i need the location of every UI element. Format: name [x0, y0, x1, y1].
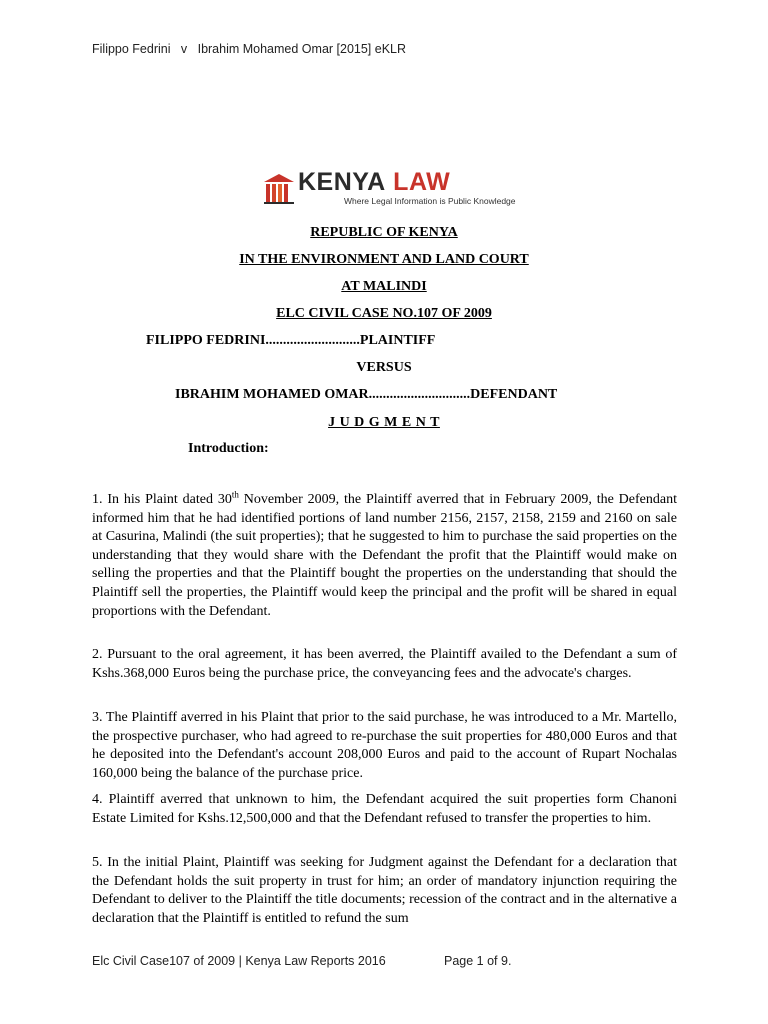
- ordinal-suffix: th: [231, 489, 239, 500]
- judgment-heading: J U D G M E N T: [328, 415, 440, 430]
- introduction-heading: Introduction:: [188, 441, 269, 456]
- paragraph-2: 2. Pursuant to the oral agreement, it has been averred, the Plaintiff availed to the Defendant a sum of Kshs.368,000 Euros being the purchase price, the conveyancing fees and the advocate's charges.: [92, 647, 677, 681]
- paragraph-4: 4. Plaintiff averred that unknown to him, the Defendant acquired the suit properties form Chanoni Estate Limited for Kshs.12,500,000 and that the Defendant refused to transfer the properties to him.: [92, 792, 677, 826]
- paragraph-3: 3. The Plaintiff averred in his Plaint that prior to the said purchase, he was introduced to a Mr. Martello, the prospective purchaser, who had agreed to re-purchase the suit properties for 480,000 Euros and that he deposited into the Defendant's account 208,000 Euros and paid to the account of Rupart Nochalas 160,000 being the balance of the purchase price.: [92, 710, 677, 781]
- case-number-heading: ELC CIVIL CASE NO.107 OF 2009: [276, 306, 492, 321]
- republic-heading: REPUBLIC OF KENYA: [310, 225, 458, 240]
- footer-page-number: Page 1 of 9.: [444, 954, 512, 968]
- running-header-title: Filippo Fedrini v Ibrahim Mohamed Omar [2015] eKLR: [92, 42, 407, 56]
- footer-case-reference: Elc Civil Case107 of 2009 | Kenya Law Reports 2016: [92, 954, 386, 968]
- logo-word-law: LAW: [393, 168, 451, 196]
- logo-word-kenya: KENYA: [298, 168, 386, 196]
- paragraph-1-rest: November 2009, the Plaintiff averred that in February 2009, the Defendant informed him that he had identified portions of land number 2156, 2157, 2158, 2159 and 2160 on sale at Casurina, Malindi (the suit properties); that he suggested to him to purchase the said properties on the understanding that they would share with the Defendant the profit that the Plaintiff would make on selling the properties and that the Plaintiff bought the properties on the understanding that should the Plaintiff sell the properties, the Plaintiff would keep the principal and the profit will be shared in equal proportions with the Defendant.: [92, 492, 677, 619]
- kenya-law-pillars-icon: [262, 170, 296, 204]
- plaintiff-line: FILIPPO FEDRINI...........................PLAINTIFF: [146, 333, 436, 348]
- kenya-law-logo: [262, 168, 516, 214]
- defendant-line: IBRAHIM MOHAMED OMAR.............................DEFENDANT: [175, 387, 558, 402]
- paragraph-5: 5. In the initial Plaint, Plaintiff was seeking for Judgment against the Defendant for a declaration that the Defendant holds the suit property in trust for him; an order of mandatory injunction requiring the Defendant to deliver to the Plaintiff the title documents; recession of the contract and in the alternative a declaration that the Plaintiff is entitled to refund the sum: [92, 855, 677, 926]
- logo-tagline: Where Legal Information is Public Knowledge: [344, 196, 516, 206]
- logo-wordmark: [298, 168, 450, 197]
- court-heading: IN THE ENVIRONMENT AND LAND COURT: [239, 252, 529, 267]
- place-heading: AT MALINDI: [341, 279, 427, 294]
- paragraph-1: [92, 491, 677, 621]
- paragraph-1-start: 1. In his Plaint dated 30: [92, 492, 232, 507]
- versus-line: VERSUS: [356, 360, 412, 375]
